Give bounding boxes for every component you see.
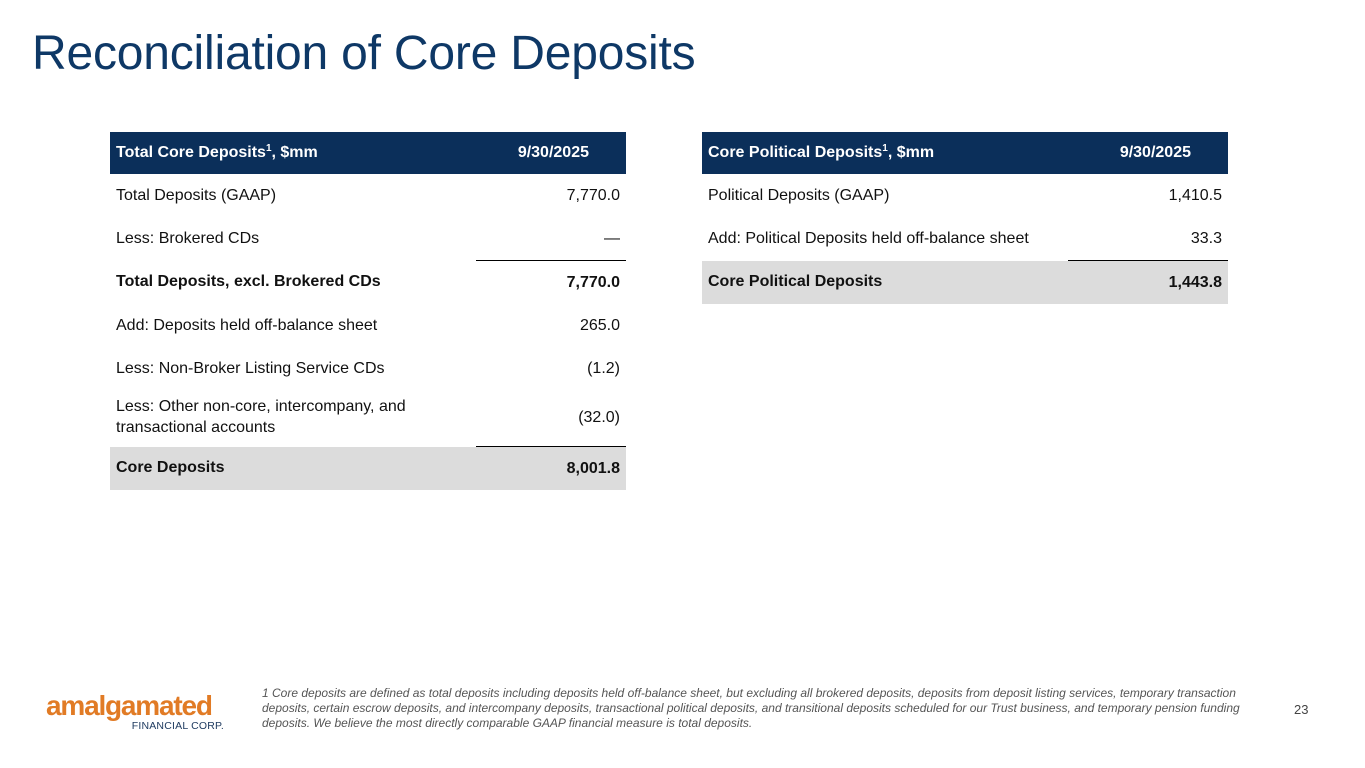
table-row (110, 390, 626, 447)
page-number: 23 (1294, 702, 1309, 717)
row-value: 1,410.5 (1168, 186, 1222, 204)
total-core-deposits-table (110, 132, 626, 490)
row-label: Core Deposits (110, 447, 476, 491)
row-label: Total Deposits, excl. Brokered CDs (116, 273, 381, 291)
footnote-marker: 1 (882, 143, 888, 154)
footnote-marker: 1 (265, 143, 272, 154)
row-value: (1.2) (587, 359, 620, 377)
row-label: Total Deposits (GAAP) (116, 186, 277, 204)
table-subtotal-row (110, 261, 626, 305)
row-label: Less: Non-Broker Listing Service CDs (116, 359, 385, 377)
core-political-deposits-table (702, 132, 1228, 304)
row-label: Add: Political Deposits held off-balance sheet (708, 229, 1029, 247)
company-logo (46, 692, 226, 732)
table-row (110, 347, 626, 390)
logo-subtitle: FINANCIAL CORP. (131, 720, 224, 732)
table-row (702, 217, 1228, 261)
table-row (110, 304, 626, 347)
table-header-label: Total Core Deposits$^1$, $mm (110, 132, 476, 174)
row-value: — (604, 229, 620, 247)
table-row (110, 174, 626, 217)
table-header-date: 9/30/2025 (1068, 132, 1228, 174)
row-label: Political Deposits (GAAP) (708, 186, 890, 204)
row-value: 265.0 (579, 316, 620, 334)
row-value: 1,443.8 (1068, 261, 1228, 305)
page-title: Reconciliation of Core Deposits (32, 27, 696, 80)
row-label: Add: Deposits held off-balance sheet (116, 316, 378, 334)
table-header-row (702, 132, 1228, 174)
row-value: 33.3 (1190, 229, 1222, 247)
table-row (110, 217, 626, 261)
row-label: Less: Brokered CDs (116, 229, 260, 247)
row-label: Core Political Deposits (702, 261, 1068, 305)
row-value: 7,770.0 (566, 186, 620, 204)
table-total-row (702, 261, 1228, 305)
row-value: 8,001.8 (476, 447, 626, 491)
row-value: 7,770.0 (476, 261, 626, 305)
table-header-date: 9/30/2025 (476, 132, 626, 174)
table-header-label: Core Political Deposits$^1$, $mm (702, 132, 1068, 174)
footnote: 1 Core deposits are defined as total deposits including deposits held off-balance sheet, but excluding all brokered deposits, deposits from deposit listing services, temporary transaction deposits, certain escrow deposits, and intercompany deposits, transactional political deposits, and transitional deposits scheduled for our Trust business, and temporary pension funding deposits. We believe the most directly comparable GAAP financial measure is total deposits. (262, 686, 1240, 730)
table-header-row (110, 132, 626, 174)
row-value: (32.0) (578, 408, 620, 426)
logo-wordmark: amalgamated (46, 690, 212, 721)
table-row (702, 174, 1228, 217)
row-label: Less: Other non-core, intercompany, and transactional accounts (116, 398, 406, 437)
table-total-row (110, 447, 626, 491)
